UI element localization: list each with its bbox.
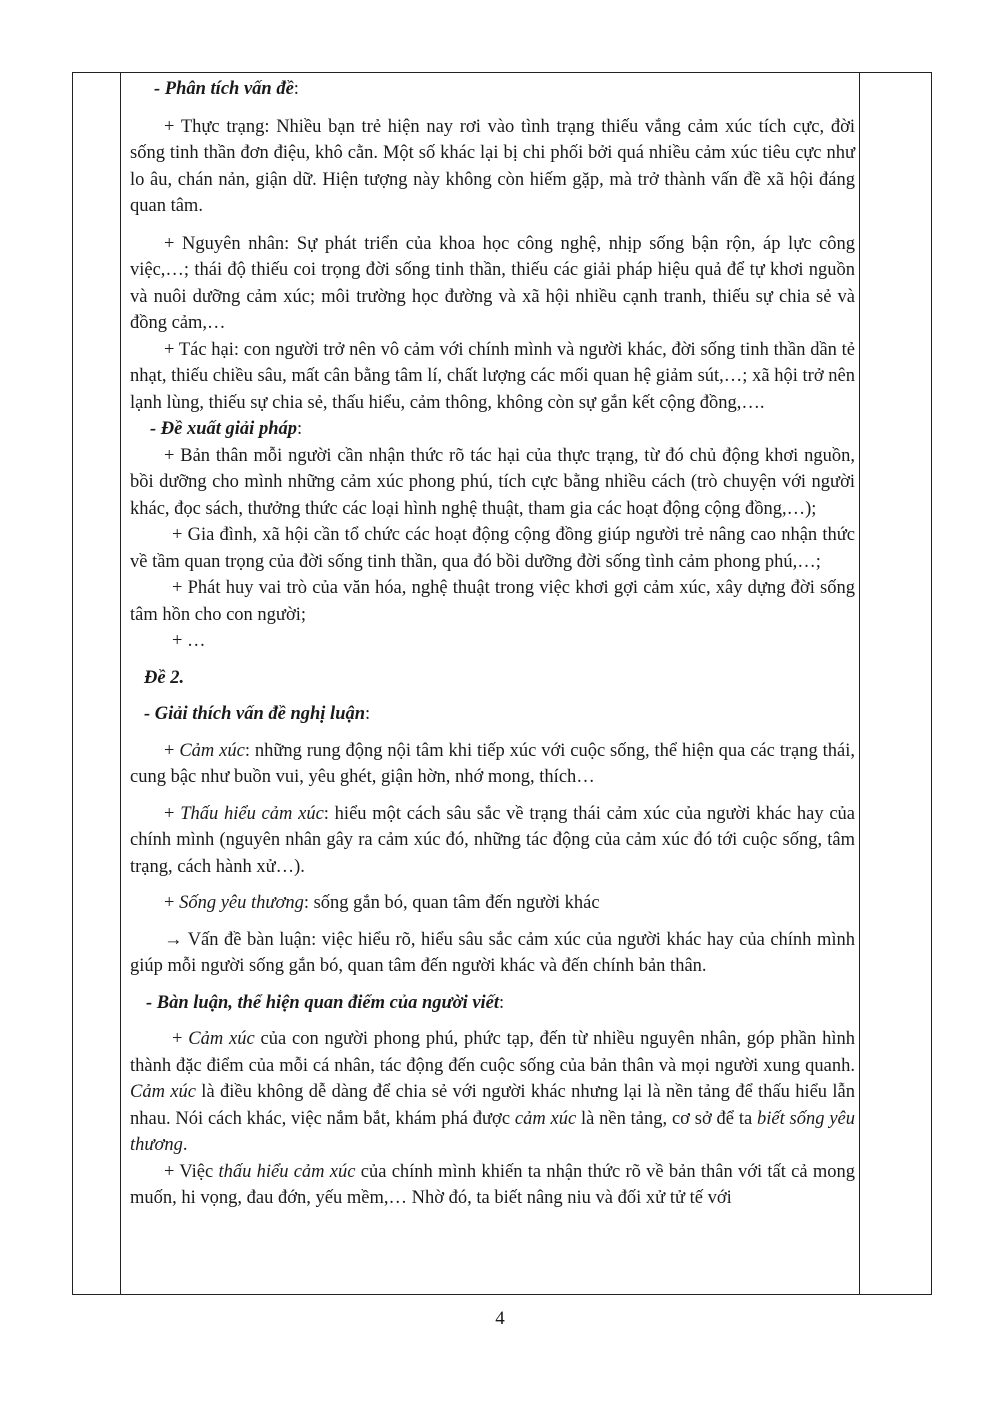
table-frame <box>72 72 932 1295</box>
paragraph-thuc-trang: + Thực trạng: Nhiều bạn trẻ hiện nay rơi vào tình trạng thiếu vắng cảm xúc tích cực, đời sống tinh thần đơn điệu, khô cằn. Một số khác lại bị chi phối bởi quá nhiều cảm xúc tiêu cực như lo âu, chán nản, giận dữ. Hiện tượng này không còn hiếm gặp, mà trở thành vấn đề xã hội đáng quan tâm. <box>130 116 855 216</box>
column-divider-left <box>120 73 121 1294</box>
term-song-yeu-thuong: Sống yêu thương <box>179 893 304 913</box>
paragraph-van-de: → Vấn đề bàn luận: việc hiểu rõ, hiểu sâu sắc cảm xúc của người khác hay của chính mình giúp mỗi người sống gắn bó, quan tâm đến người khác và đến chính bản thân. <box>130 929 855 976</box>
column-divider-right <box>859 73 860 1294</box>
section-title-de-2: Đề 2. <box>144 667 185 688</box>
paragraph-tac-hai: + Tác hại: con người trở nên vô cảm với chính mình và người khác, đời sống tinh thần dần tẻ nhạt, thiếu chiều sâu, mất cân bằng tâm lí, chất lượng các mối quan hệ giảm sút,…; xã hội trở nên lạnh lùng, thiếu sự chia sẻ, thấu hiểu, cảm thông, không còn sự gắn kết cộng đồng,…. <box>130 339 855 413</box>
paragraph-discuss-1: + Cảm xúc của con người phong phú, phức tạp, đến từ nhiều nguyên nhân, góp phần hình thành đặc điểm của mỗi cá nhân, tác động đến cuộc sống của bản thân và mọi người xung quanh. Cảm xúc là điều không dễ dàng để chia sẻ với người khác nhưng lại là nền tảng để thấu hiểu lẫn nhau. Nói cách khác, việc nắm bắt, khám phá được cảm xúc là nền tảng, cơ sở để ta biết sống yêu thương. <box>130 1029 855 1155</box>
page-number: 4 <box>495 1308 505 1329</box>
paragraph-song-yeu-thuong: + Sống yêu thương: sống gắn bó, quan tâm đến người khác <box>164 893 600 913</box>
heading-explain: - Giải thích vấn đề nghị luận: <box>144 704 371 724</box>
paragraph-discuss-2: + Việc thấu hiểu cảm xúc của chính mình khiến ta nhận thức rõ về bản thân với tất cả mong muốn, hi vọng, đau đớn, yếu mềm,… Nhờ đó, ta biết nâng niu và đối xử tử tế với <box>130 1161 855 1208</box>
paragraph-thau-hieu: + Thấu hiểu cảm xúc: hiểu một cách sâu sắc về trạng thái cảm xúc của người khác hay của chính mình (nguyên nhân gây ra cảm xúc đó, những tác động của cảm xúc đó tới cuộc sống, tâm trạng, cách hành xử…). <box>130 803 856 877</box>
paragraph-ban-than: + Bản thân mỗi người cần nhận thức rõ tác hại của thực trạng, từ đó chủ động khơi nguồn, bồi dưỡng cho mình những cảm xúc phong phú, tích cực bằng nhiều cách (trò chuyện với người khác, đọc sách, thưởng thức các loại hình nghệ thuật, tham gia các hoạt động cộng đồng,…); <box>130 445 855 519</box>
heading-discuss: - Bàn luận, thể hiện quan điểm của người viết: <box>146 992 505 1013</box>
term-cam-xuc: Cảm xúc <box>179 740 245 761</box>
paragraph-nguyen-nhan: + Nguyên nhân: Sự phát triển của khoa học công nghệ, nhịp sống bận rộn, áp lực công việc,…; thái độ thiếu coi trọng đời sống tinh thần, thiếu các giải pháp hiệu quả để tự khơi nguồn và nuôi dưỡng cảm xúc; môi trường học đường và xã hội nhiều cạnh tranh, thiếu sự chia sẻ và đồng cảm,… <box>130 233 855 333</box>
paragraph-etc: + … <box>172 631 206 651</box>
term-thau-hieu: Thấu hiểu cảm xúc <box>180 803 324 824</box>
main-cell-content <box>130 73 855 1212</box>
heading-solution: - Đề xuất giải pháp: <box>150 419 303 439</box>
paragraph-phat-huy: + Phát huy vai trò của văn hóa, nghệ thuật trong việc khơi gợi cảm xúc, xây dựng đời sống tâm hồn cho con người; <box>130 578 855 625</box>
paragraph-cam-xuc: + Cảm xúc: những rung động nội tâm khi tiếp xúc với cuộc sống, thể hiện qua các trạng thái, cung bậc như buồn vui, yêu ghét, giận hờn, nhớ mong, thích… <box>130 740 855 787</box>
paragraph-gia-dinh: + Gia đình, xã hội cần tổ chức các hoạt động cộng đồng giúp người trẻ nâng cao nhận thức về tầm quan trọng của đời sống tinh thần, qua đó bồi dưỡng đời sống tình cảm phong phú,…; <box>130 525 855 572</box>
heading-analysis: - Phân tích vấn đề: <box>154 79 299 99</box>
